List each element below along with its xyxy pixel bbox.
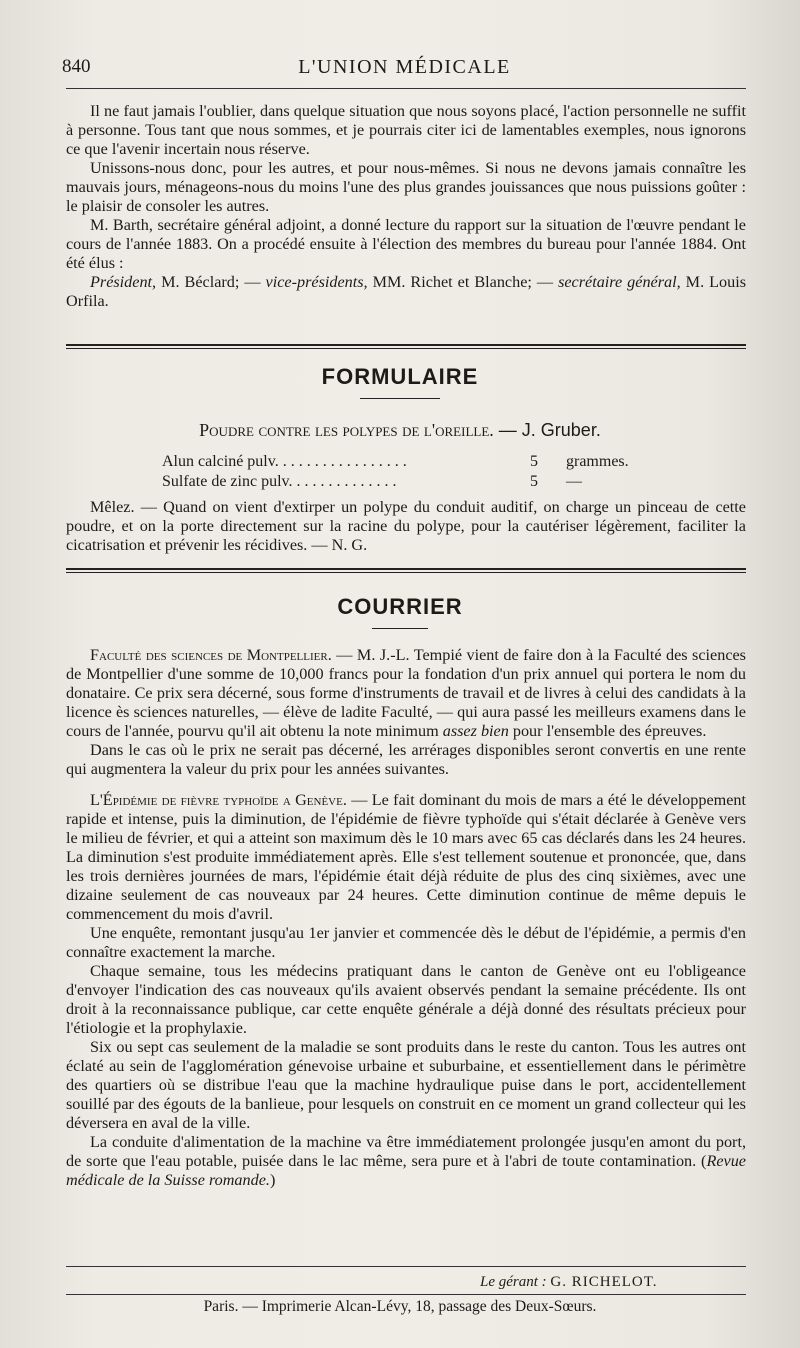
news-item-geneve: [66, 791, 746, 924]
formula-author: — J. Gruber.: [493, 420, 601, 440]
label-vice-presidents: vice-présidents,: [265, 273, 368, 291]
intro-paragraph: Unissons-nous donc, pour les autres, et pour nous-mêmes. Si nous ne devons jamais connaître les mauvais jours, ménageons-nous du moins l'une des plus grandes jouissances que nous puissions goûter : le plaisir de consoler les autres.: [66, 159, 746, 215]
recipe-instructions: [66, 498, 746, 555]
recipe-row: [162, 472, 662, 492]
section-divider: [66, 344, 746, 349]
news-item-body: La conduite d'alimentation de la machine va être immédiatement prolongée jusqu'en amont du port, de sorte que l'eau potable, puisée dans le lac même, sera pure et à l'abri de toute contamination. (: [66, 1133, 746, 1170]
courrier-section: [66, 646, 746, 1190]
recipe-row: [162, 452, 662, 472]
news-item-paragraph: Dans le cas où le prix ne serait pas décerné, les arrérages disponibles seront convertis en une rente qui augmentera la valeur du prix pour les années suivantes.: [66, 741, 746, 778]
news-item-paragraph: Chaque semaine, tous les médecins pratiquant dans le canton de Genève ont eu l'obligeance d'envoyer l'indication des cas nouveaux qu'ils avaient observés pendant la semaine précédente. Ils ont droit à la reconnaissance publique, car cette enquête générale a déjà donné des résultats précieux pour l'étiologie et la prophylaxie.: [66, 962, 746, 1037]
president-name: M. Béclard; —: [156, 273, 266, 291]
election-results: [66, 273, 746, 311]
news-item-montpellier: [66, 646, 746, 741]
gerant-name: G. RICHELOT.: [550, 1274, 658, 1290]
heading-underline: [372, 628, 428, 629]
ingredient-unit: —: [566, 473, 582, 490]
news-item-paragraph: [66, 1133, 746, 1190]
courrier-heading: COURRIER: [337, 594, 463, 619]
page-header: [62, 52, 747, 84]
gerant-label: Le gérant :: [480, 1274, 551, 1290]
ingredient-quantity: 5: [530, 473, 538, 490]
running-title: L'UNION MÉDICALE: [298, 56, 511, 78]
section-divider: [66, 568, 746, 573]
news-item-paragraph: Six ou sept cas seulement de la maladie se sont produits dans le reste du canton. Tous les autres ont éclaté au sein de l'agglomération génevoise urbaine et suburbaine, et essentiellement dans le périmètre des quartiers où se distribue l'eau que la machine hydraulique puise dans le port, accidentellement souillé par des égouts de la banlieue, pour lesquels on construit en ce moment un grand collecteur qui les déversera en aval de la ville.: [66, 1038, 746, 1132]
intro-paragraph: Il ne faut jamais l'oublier, dans quelque situation que nous soyons placé, l'action personnelle ne suffit à personne. Tous tant que nous sommes, et je pourrais citer ici de lamentables exemples, nous ignorons ce que l'avenir incertain nous réserve.: [66, 102, 746, 158]
gerant-signature: [480, 1274, 658, 1291]
emphasis-text: assez bien: [442, 722, 509, 740]
ingredient-unit: grammes.: [566, 453, 629, 470]
formula-title: [0, 420, 800, 441]
printer-imprint: Paris. — Imprimerie Alcan-Lévy, 18, passage des Deux-Sœurs.: [203, 1298, 597, 1315]
vice-presidents-names: MM. Richet et Blanche; —: [367, 273, 559, 291]
footer-rule: [66, 1266, 746, 1267]
news-item-body: — M. J.-L. Tempié vient de faire don à la Faculté des sciences de Montpellier d'une somme de 10,000 francs pour la fondation d'un prix annuel qui portera le nom du donataire. Ce prix sera décerné, sous forme d'instruments de travail et de livres à celui des candidats à la licence ès sciences naturelles, — élève de ladite Faculté, — qui aura passé les meilleurs examens dans le cours de l'année, pourvu qu'il ait obtenu la note minimum: [66, 646, 746, 740]
formula-title-text: Poudre contre les polypes de l'oreille.: [199, 420, 494, 440]
ingredient-name: Alun calciné pulv. . . . . . . . . . . . . . . . .: [162, 453, 407, 470]
ingredient-quantity: 5: [530, 453, 538, 470]
secretary-name: M. Louis Orfila.: [66, 273, 746, 310]
intro-paragraph: M. Barth, secrétaire général adjoint, a donné lecture du rapport sur la situation de l'œuvre pendant le cours de l'année 1883. On a procédé ensuite à l'élection des membres du bureau pour l'année 1884. Ont été élus :: [66, 216, 746, 272]
news-item-title: L'Épidémie de fièvre typhoïde a Genève.: [90, 791, 347, 809]
news-item-body-tail: pour l'ensemble des épreuves.: [508, 722, 707, 740]
news-item-title: Faculté des sciences de Montpellier.: [90, 646, 332, 664]
formulaire-heading: FORMULAIRE: [321, 364, 479, 389]
recipe-list: [162, 452, 662, 492]
citation-close: ): [269, 1171, 276, 1189]
source-citation: Revue médicale de la Suisse romande.: [66, 1152, 746, 1189]
news-item-paragraph: Une enquête, remontant jusqu'au 1er janvier et commencée dès le début de l'épidémie, a permis d'en connaître exactement la marche.: [66, 924, 746, 961]
header-rule: [66, 88, 746, 89]
imprint-rule: [66, 1294, 746, 1295]
instructions-text: Mêlez. — Quand on vient d'extirper un polype du conduit auditif, on charge un pinceau de cette poudre, et on la porte directement sur la racine du polype, pour la cautériser légèrement, faciliter la cicatrisation et prévenir les récidives. — N. G.: [66, 498, 746, 554]
page-number: 840: [62, 56, 91, 77]
label-secretary: secrétaire général,: [558, 273, 681, 291]
label-president: Président,: [90, 273, 157, 291]
news-item-body: — Le fait dominant du mois de mars a été le développement rapide et intense, puis la diminution, de l'épidémie de fièvre typhoïde qui s'était déclarée à Genève vers le milieu de février, et qui a atteint son maximum dès le 10 mars avec 65 cas déclarés dans les 24 heures. La diminution s'est produite immédiatement après. Elle s'est tellement soutenue et prononcée, que, dans les trois dernières journées de mars, l'épidémie était déjà réduite de plus des cinq sixièmes, avec une dizaine seulement de cas nouveaux par 24 heures. Cette diminution continue de même depuis le commencement du mois d'avril.: [66, 791, 746, 923]
intro-section: [66, 102, 746, 311]
ingredient-name: Sulfate de zinc pulv. . . . . . . . . . . . . .: [162, 473, 397, 490]
heading-underline: [360, 398, 440, 399]
